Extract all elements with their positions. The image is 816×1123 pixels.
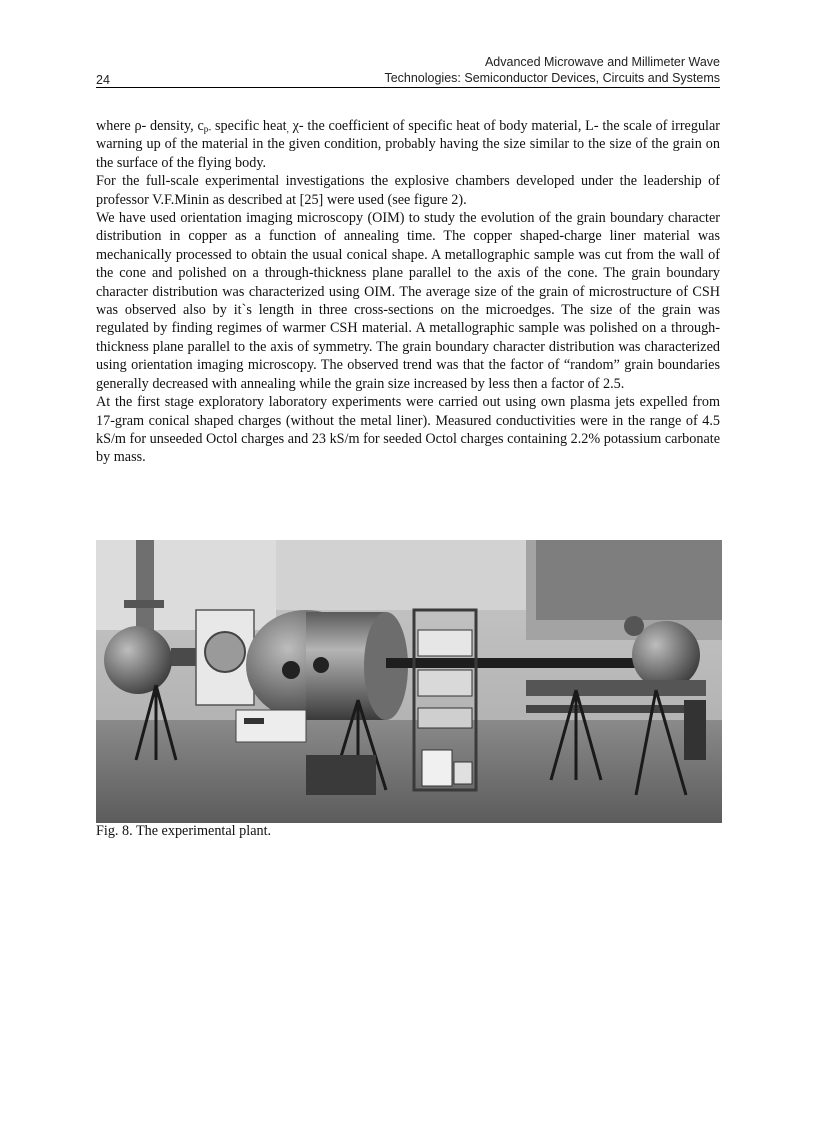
paragraph-2: For the full-scale experimental investigations the explosive chambers developed under the leadership of professor V.F.Minin as described at [25] were used (see figure 2).: [96, 173, 720, 208]
running-header: [96, 54, 720, 88]
paragraph-1: where ρ- density, $c_{p-}$ specific heat$_,$ χ- the coefficient of specific heat of body material, L- the scale of irregular warning up of the material in the given condition, probably having the size similar to the size of the grain on the surface of the flying body.: [96, 118, 721, 171]
book-title-line-1: Advanced Microwave and Millimeter Wave: [484, 55, 720, 69]
header-divider: [96, 87, 720, 88]
page-number: 24: [96, 73, 110, 87]
chi-symbol: χ: [292, 118, 299, 134]
book-title-line-2: Technologies: Semiconductor Devices, Circuits and Systems: [384, 71, 720, 85]
rho-symbol: ρ: [134, 118, 142, 134]
book-title: [384, 54, 720, 86]
body-text: [96, 117, 720, 467]
figure-photo: [96, 540, 722, 823]
paragraph-4: At the first stage exploratory laboratory experiments were carried out using own plasma jets expelled from 17-gram conical shaped charges (without the metal liner). Measured conductivities were in the range of 4.5 kS/m for unseeded Octol charges and 23 kS/m for seeded Octol charges containing 2.2% potassium carbonate by mass.: [96, 394, 720, 466]
figure-caption: Fig. 8. The experimental plant.: [96, 823, 272, 839]
experimental-plant-photo: [96, 540, 722, 823]
paragraph-3: We have used orientation imaging microscopy (OIM) to study the evolution of the grain boundary character distribution in copper as a function of annealing time. The copper shaped-charge liner material was mechanically processed to obtain the usual conical shape. A metallographic sample was cut from the wall of the cone and polished on a through-thickness plane parallel to the axis of the cone. The grain boundary character distribution was characterized using OIM. The average size of the grain of microstructure of CSH was observed also by it`s length in three cross-sections on the microedges. The size of the grain was regulated by finding regimes of warmer CSH material. A metallographic sample was polished on a through-thickness plane parallel to the axis of symmetry. The grain boundary character distribution was characterized using orientation imaging microscopy. The observed trend was that the factor of “random” grain boundaries generally decreased with annealing while the grain size increased by less then a factor of 2.5.: [96, 210, 720, 392]
